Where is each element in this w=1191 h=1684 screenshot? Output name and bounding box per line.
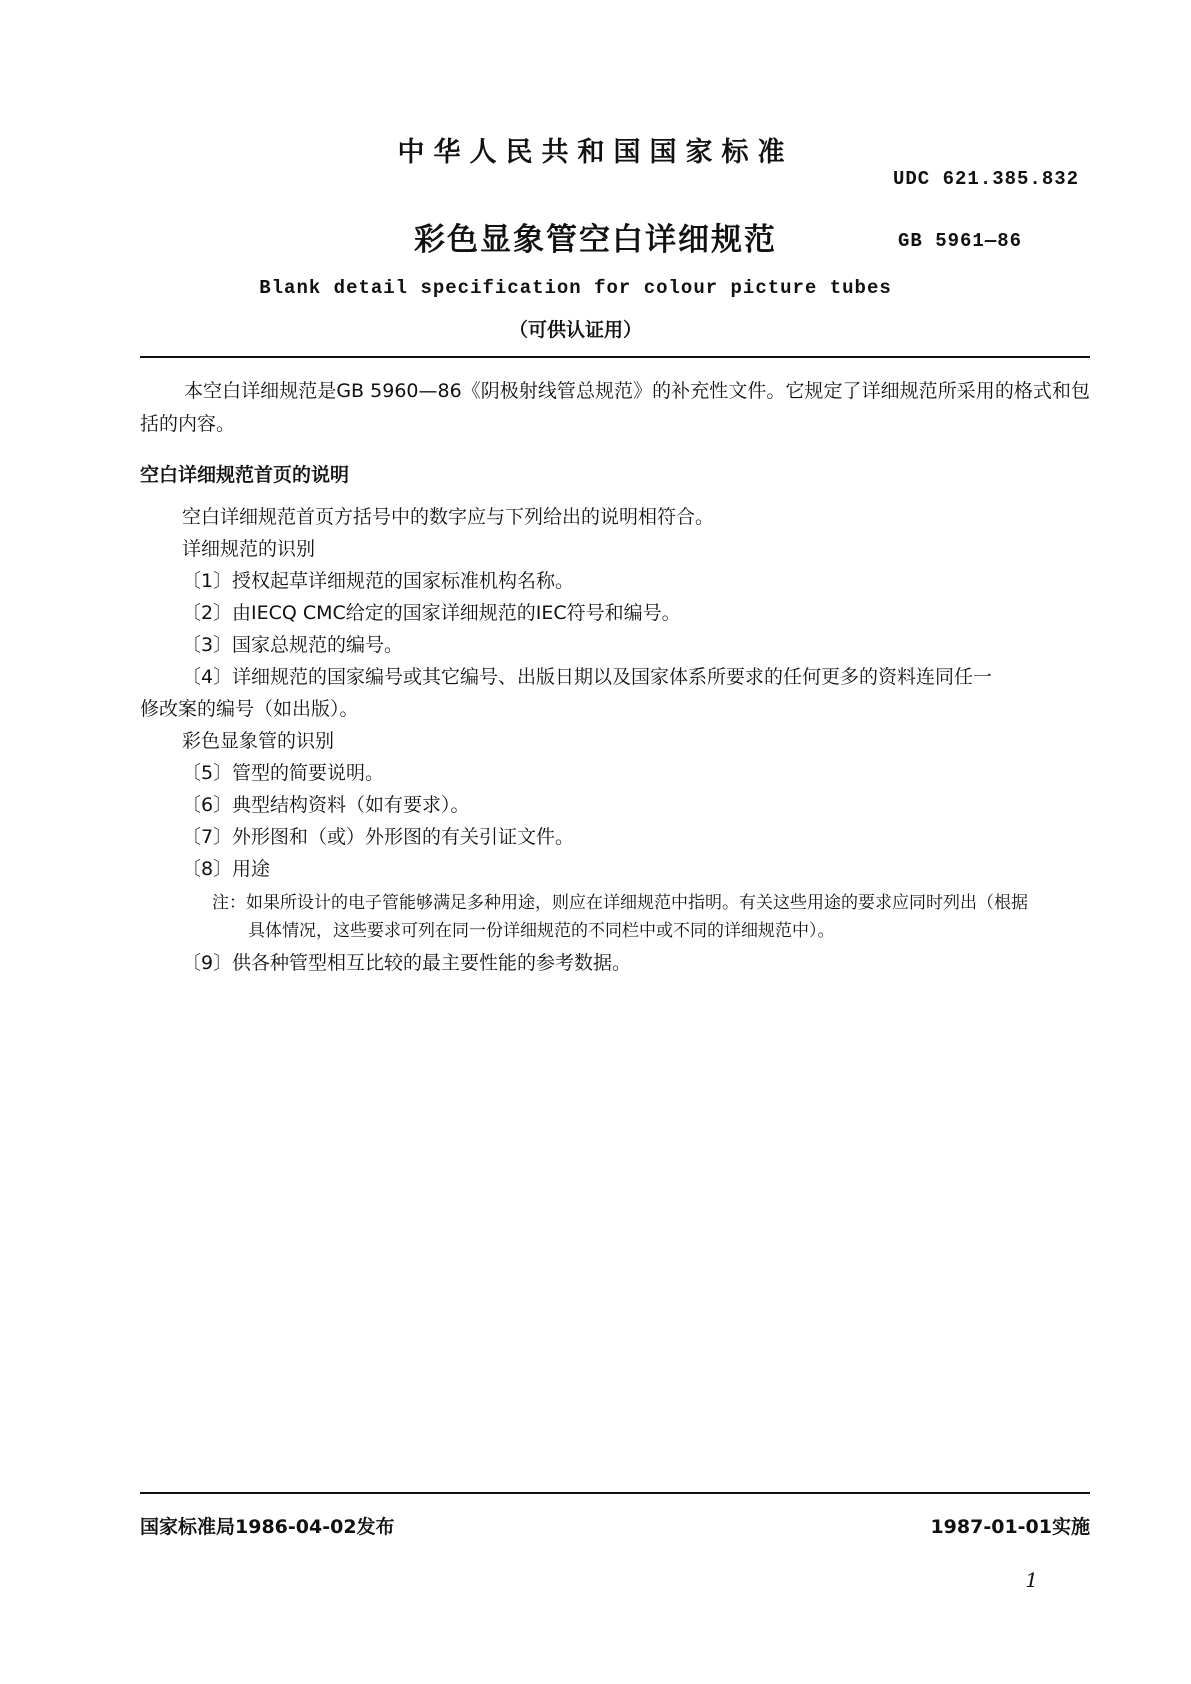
item-number: 〔3〕 — [182, 634, 233, 656]
udc-code: UDC 621.385.832 — [893, 168, 1080, 190]
item-text: 授权起草详细规范的国家标准机构名称。 — [232, 570, 575, 592]
group-heading-tube-id: 彩色显象管的识别 — [182, 730, 335, 752]
document-title: 彩色显象管空白详细规范 — [414, 222, 777, 258]
gb-number: GB 5961—86 — [898, 230, 1023, 252]
note-line-1: 注：如果所设计的电子管能够满足多种用途，则应在详细规范中指明。有关这些用途的要求应同时列出（根据 — [212, 893, 1028, 913]
list-item-6 — [182, 790, 470, 817]
section-heading: 空白详细规范首页的说明 — [140, 464, 350, 486]
list-item-9 — [182, 948, 631, 975]
footer-divider — [140, 1492, 1090, 1494]
list-item-3 — [182, 630, 403, 657]
issue-date: 国家标准局1986-04-02发布 — [140, 1516, 395, 1538]
list-item-1 — [182, 566, 574, 593]
item-number: 〔2〕 — [182, 602, 233, 624]
list-item-4-continuation: 修改案的编号（如出版）。 — [140, 698, 359, 720]
item-number: 〔1〕 — [182, 570, 233, 592]
list-item-4 — [182, 662, 992, 689]
list-item-8 — [182, 854, 270, 881]
item-number: 〔8〕 — [182, 858, 233, 880]
national-standard-heading: 中华人民共和国国家标准 — [397, 137, 794, 168]
effective-date: 1987-01-01实施 — [930, 1516, 1090, 1538]
intro-paragraph: 本空白详细规范是GB 5960—86《阴极射线管总规范》的补充性文件。它规定了详细规范所采用的格式和包括的内容。 — [140, 380, 1090, 435]
subtitle: （可供认证用） — [508, 319, 642, 341]
list-item-5 — [182, 758, 384, 785]
item-text: 供各种管型相互比较的最主要性能的参考数据。 — [232, 952, 632, 974]
list-item-7 — [182, 822, 574, 849]
english-title: Blank detail specification for colour picture tubes — [259, 277, 892, 299]
item-text: 典型结构资料（如有要求）。 — [232, 794, 470, 816]
note-line-2: 具体情况，这些要求可列在同一份详细规范的不同栏中或不同的详细规范中）。 — [248, 921, 835, 941]
item-text: 外形图和（或）外形图的有关引证文件。 — [232, 826, 575, 848]
item-text: 由IECQ CMC给定的国家详细规范的IEC符号和编号。 — [232, 602, 681, 624]
page-number: 1 — [1025, 1568, 1038, 1592]
list-item-2 — [182, 598, 681, 625]
header-divider — [140, 356, 1090, 358]
item-text: 详细规范的国家编号或其它编号、出版日期以及国家体系所要求的任何更多的资料连同任一 — [232, 666, 993, 688]
item-text: 国家总规范的编号。 — [232, 634, 404, 656]
item-number: 〔6〕 — [182, 794, 233, 816]
lead-paragraph: 空白详细规范首页方括号中的数字应与下列给出的说明相符合。 — [182, 506, 715, 528]
item-number: 〔7〕 — [182, 826, 233, 848]
item-number: 〔5〕 — [182, 762, 233, 784]
item-number: 〔4〕 — [182, 666, 233, 688]
item-number: 〔9〕 — [182, 952, 233, 974]
group-heading-detail-spec: 详细规范的识别 — [182, 538, 316, 560]
item-text: 管型的简要说明。 — [232, 762, 385, 784]
item-text: 用途 — [232, 858, 271, 880]
